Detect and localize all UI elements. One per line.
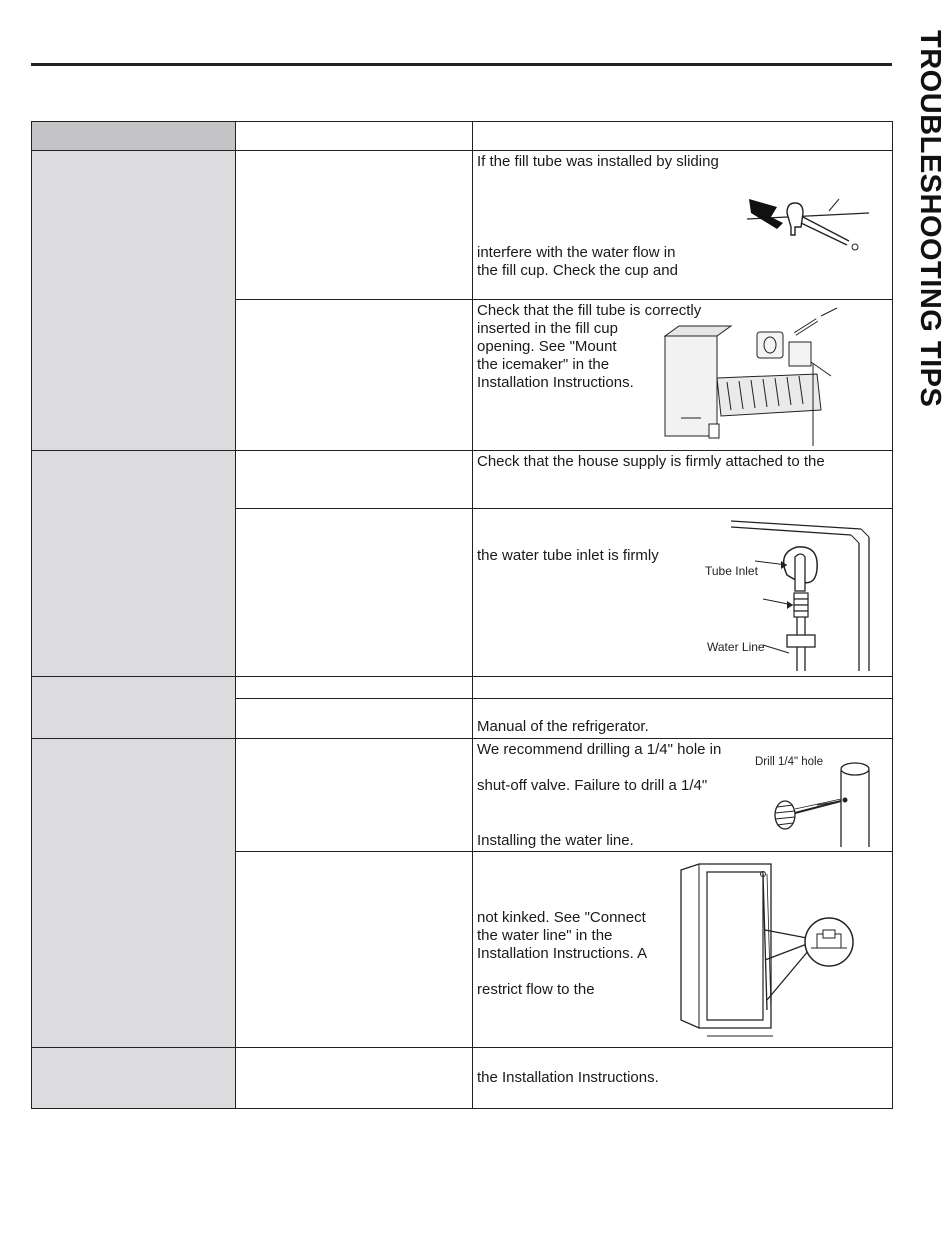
solution-text: opening. See "Mount [477,338,617,355]
solution-cell-2a [472,450,893,509]
icemaker-illustration [661,306,841,446]
solution-cell-2b [472,508,893,677]
solution-text: Installation Instructions. [477,374,634,391]
problem-cell-4 [31,738,236,1048]
solution-cell-3a [472,676,893,699]
solution-text: We recommend drilling a 1/4" hole in [477,741,722,758]
solution-text: shut-off valve. Failure to drill a 1/4" [477,777,708,794]
cause-cell-2b [235,508,473,677]
header-cell-cause [235,121,473,151]
solution-text: inserted in the fill cup [477,320,618,337]
solution-text: Check that the fill tube is correctly [477,302,702,319]
cause-cell-4a [235,738,473,852]
solution-text: not kinked. See "Connect [477,909,646,926]
label-tube-inlet: Tube Inlet [705,564,758,578]
solution-cell-3b [472,698,893,739]
problem-cell-2 [31,450,236,677]
cause-cell-3a [235,676,473,699]
label-drill-hole: Drill 1/4" hole [755,756,824,768]
solution-text: Check that the house supply is firmly attached to the [477,453,825,470]
solution-cell-1b [472,299,893,451]
solution-text: the icemaker" in the [477,356,610,373]
solution-text: the fill cup. Check the cup and [477,262,678,279]
header-cell-problem [31,121,236,151]
cause-cell-3b [235,698,473,739]
solution-cell-4a [472,738,893,852]
problem-cell-1 [31,150,236,451]
label-water-line: Water Line [707,640,765,654]
solution-text: Installing the water line. [477,832,634,849]
cause-cell-2a [235,450,473,509]
side-title: TROUBLESHOOTING TIPS [914,30,946,408]
cause-cell-1b [235,299,473,451]
drill-hole-illustration [755,749,883,847]
solution-text: restrict flow to the [477,981,595,998]
refrigerator-back-illustration [677,860,861,1042]
solution-text: Manual of the refrigerator. [477,718,649,735]
solution-text: the water tube inlet is firmly [477,547,659,564]
solution-cell-4b [472,851,893,1048]
top-rule [31,63,892,66]
problem-cell-3 [31,676,236,739]
header-cell-solution [472,121,893,151]
solution-cell-5 [472,1047,893,1109]
solution-cell-1a [472,150,893,300]
solution-text: the water line" in the [477,927,613,944]
solution-text: Installation Instructions. A [477,945,648,962]
tube-inlet-illustration [701,517,881,675]
solution-text: If the fill tube was installed by sliding [477,153,719,170]
problem-cell-5 [31,1047,236,1109]
cause-cell-5 [235,1047,473,1109]
cause-cell-4b [235,851,473,1048]
cause-cell-1a [235,150,473,300]
solution-text: the Installation Instructions. [477,1069,659,1086]
solution-text: interfere with the water flow in [477,244,676,261]
fill-tube-slide-illustration [747,185,871,257]
